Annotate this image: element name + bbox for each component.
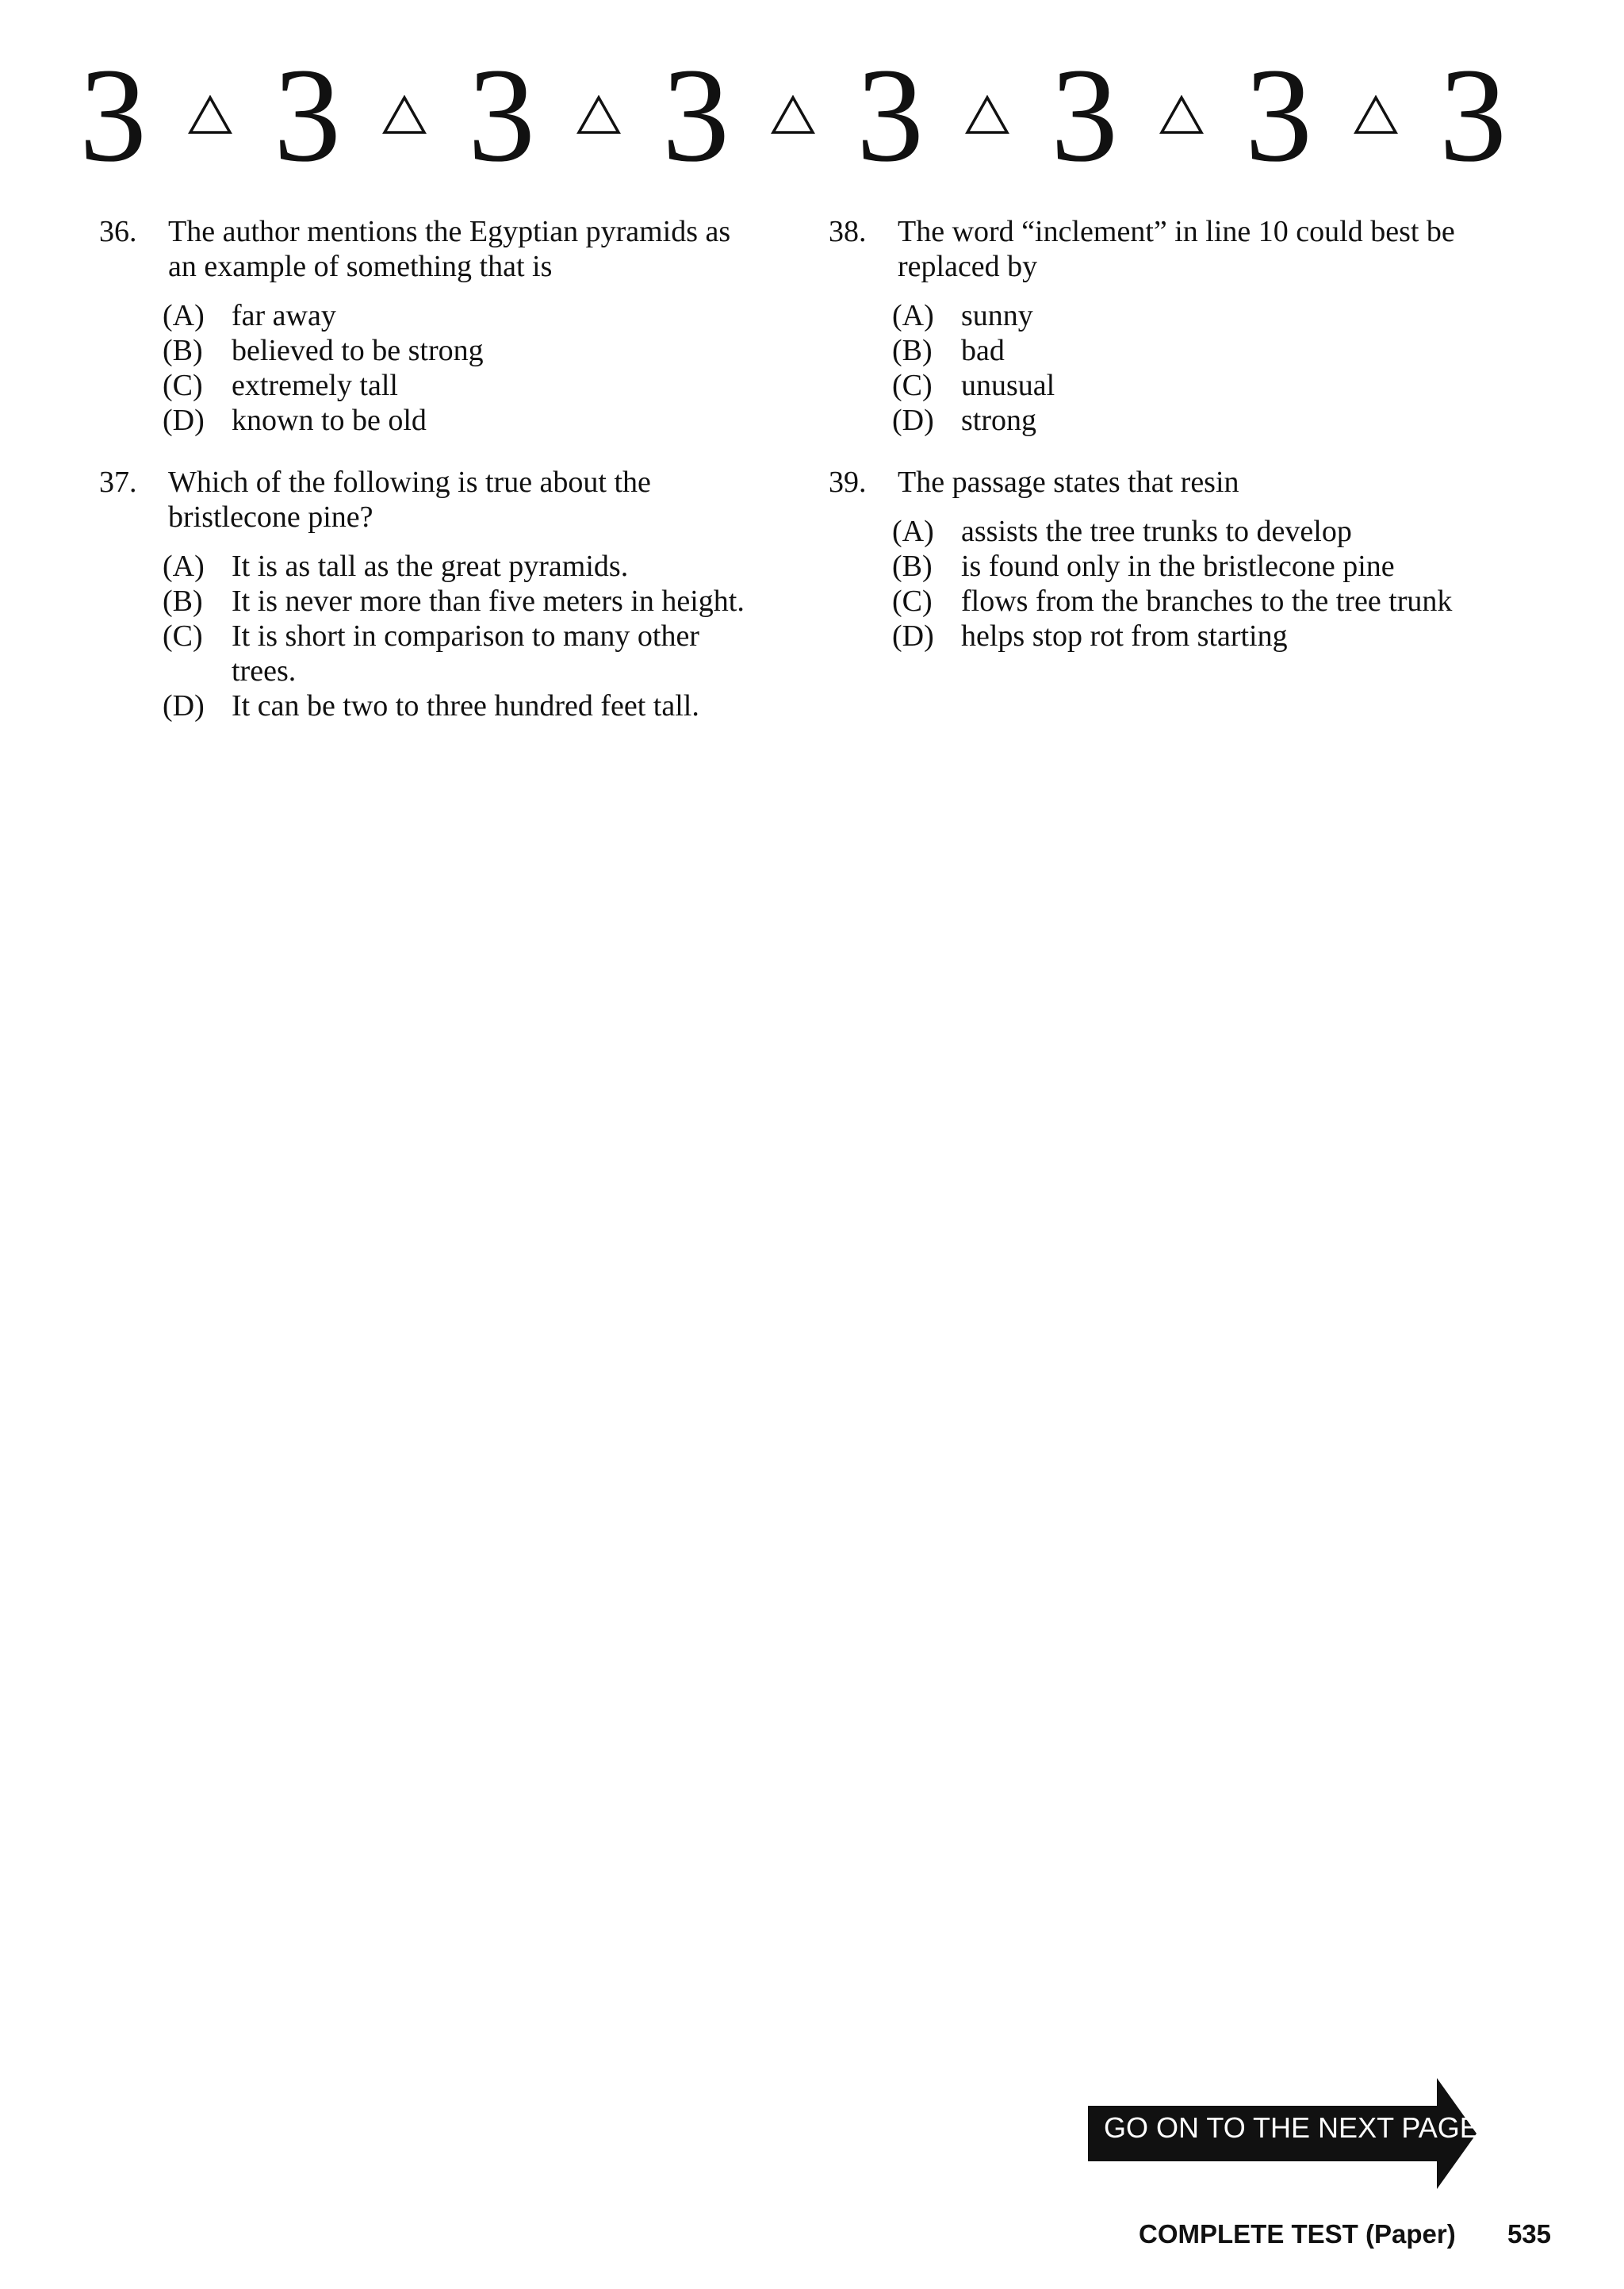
section-number: 3 [662,40,730,190]
triangle-icon [188,95,232,135]
option-letter: (C) [163,619,203,653]
answer-option-a[interactable] [892,298,1511,333]
section-number: 3 [856,40,924,190]
option-text: believed to be strong [232,334,484,367]
option-letter: (A) [163,299,205,332]
option-text: extremely tall [232,369,398,402]
right-column [829,214,1511,681]
triangle-icon [382,95,427,135]
page-number: 535 [1507,2219,1551,2249]
option-letter: (B) [892,550,933,583]
option-letter: (A) [892,299,934,332]
section-number: 3 [1439,40,1507,190]
answer-options [99,549,765,723]
option-text: assists the tree trunks to develop [961,515,1352,548]
answer-option-b[interactable] [163,333,765,368]
question-number: 37. [99,466,137,499]
triangle-icon [771,95,815,135]
option-text: flows from the branches to the tree trunk [961,585,1453,618]
option-letter: (C) [892,585,933,618]
answer-option-a[interactable] [163,549,765,584]
option-text: It is short in comparison to many other trees. [232,619,699,688]
answer-option-d[interactable] [163,403,765,438]
option-letter: (B) [892,334,933,367]
section-number: 3 [1245,40,1312,190]
next-page-banner[interactable] [1088,2078,1477,2189]
option-text: sunny [961,299,1033,332]
option-text: far away [232,299,336,332]
answer-options [829,514,1511,654]
section-number: 3 [1051,40,1118,190]
question-stem: The author mentions the Egyptian pyramids as an example of something that is [168,215,731,283]
question-stem: The word “inclement” in line 10 could best be replaced by [898,215,1455,283]
option-text: It is never more than five meters in height. [232,585,745,618]
left-column [99,214,765,750]
answer-option-b[interactable] [892,333,1511,368]
option-text: helps stop rot from starting [961,619,1288,653]
question-39 [829,465,1511,654]
option-letter: (D) [163,689,205,723]
answer-option-b[interactable] [892,549,1511,584]
section-number: 3 [274,40,341,190]
triangle-icon [1354,95,1398,135]
question-number: 39. [829,466,867,499]
answer-option-a[interactable] [892,514,1511,549]
section-number: 3 [79,40,147,190]
option-letter: (D) [163,404,205,437]
answer-option-c[interactable] [892,368,1511,403]
answer-options [99,298,765,438]
option-letter: (C) [892,369,933,402]
option-letter: (A) [892,515,934,548]
option-letter: (A) [163,550,205,583]
question-36 [99,214,765,438]
option-letter: (C) [163,369,203,402]
question-number: 38. [829,215,867,248]
section-number: 3 [468,40,535,190]
answer-option-c[interactable] [892,584,1511,619]
option-letter: (B) [163,585,203,618]
next-page-label: GO ON TO THE NEXT PAGE [1104,2111,1479,2144]
option-text: It is as tall as the great pyramids. [232,550,629,583]
section-title: COMPLETE TEST (Paper) [1139,2219,1456,2249]
answer-option-d[interactable] [163,688,765,723]
answer-option-a[interactable] [163,298,765,333]
triangle-icon [576,95,621,135]
answer-option-c[interactable] [163,368,765,403]
triangle-icon [965,95,1009,135]
question-stem: Which of the following is true about the bristlecone pine? [168,466,651,534]
triangle-icon [1159,95,1204,135]
answer-option-d[interactable] [892,619,1511,654]
option-text: unusual [961,369,1055,402]
section-header [79,40,1507,190]
page-footer [1139,2219,1551,2249]
answer-option-b[interactable] [163,584,765,619]
option-letter: (D) [892,619,934,653]
option-text: is found only in the bristlecone pine [961,550,1395,583]
answer-option-d[interactable] [892,403,1511,438]
option-text: It can be two to three hundred feet tall. [232,689,699,723]
question-38 [829,214,1511,438]
question-37 [99,465,765,723]
question-stem: The passage states that resin [898,466,1239,499]
answer-options [829,298,1511,438]
option-text: strong [961,404,1036,437]
option-letter: (D) [892,404,934,437]
answer-option-c[interactable] [163,619,765,688]
option-letter: (B) [163,334,203,367]
option-text: known to be old [232,404,427,437]
question-number: 36. [99,215,137,248]
option-text: bad [961,334,1005,367]
